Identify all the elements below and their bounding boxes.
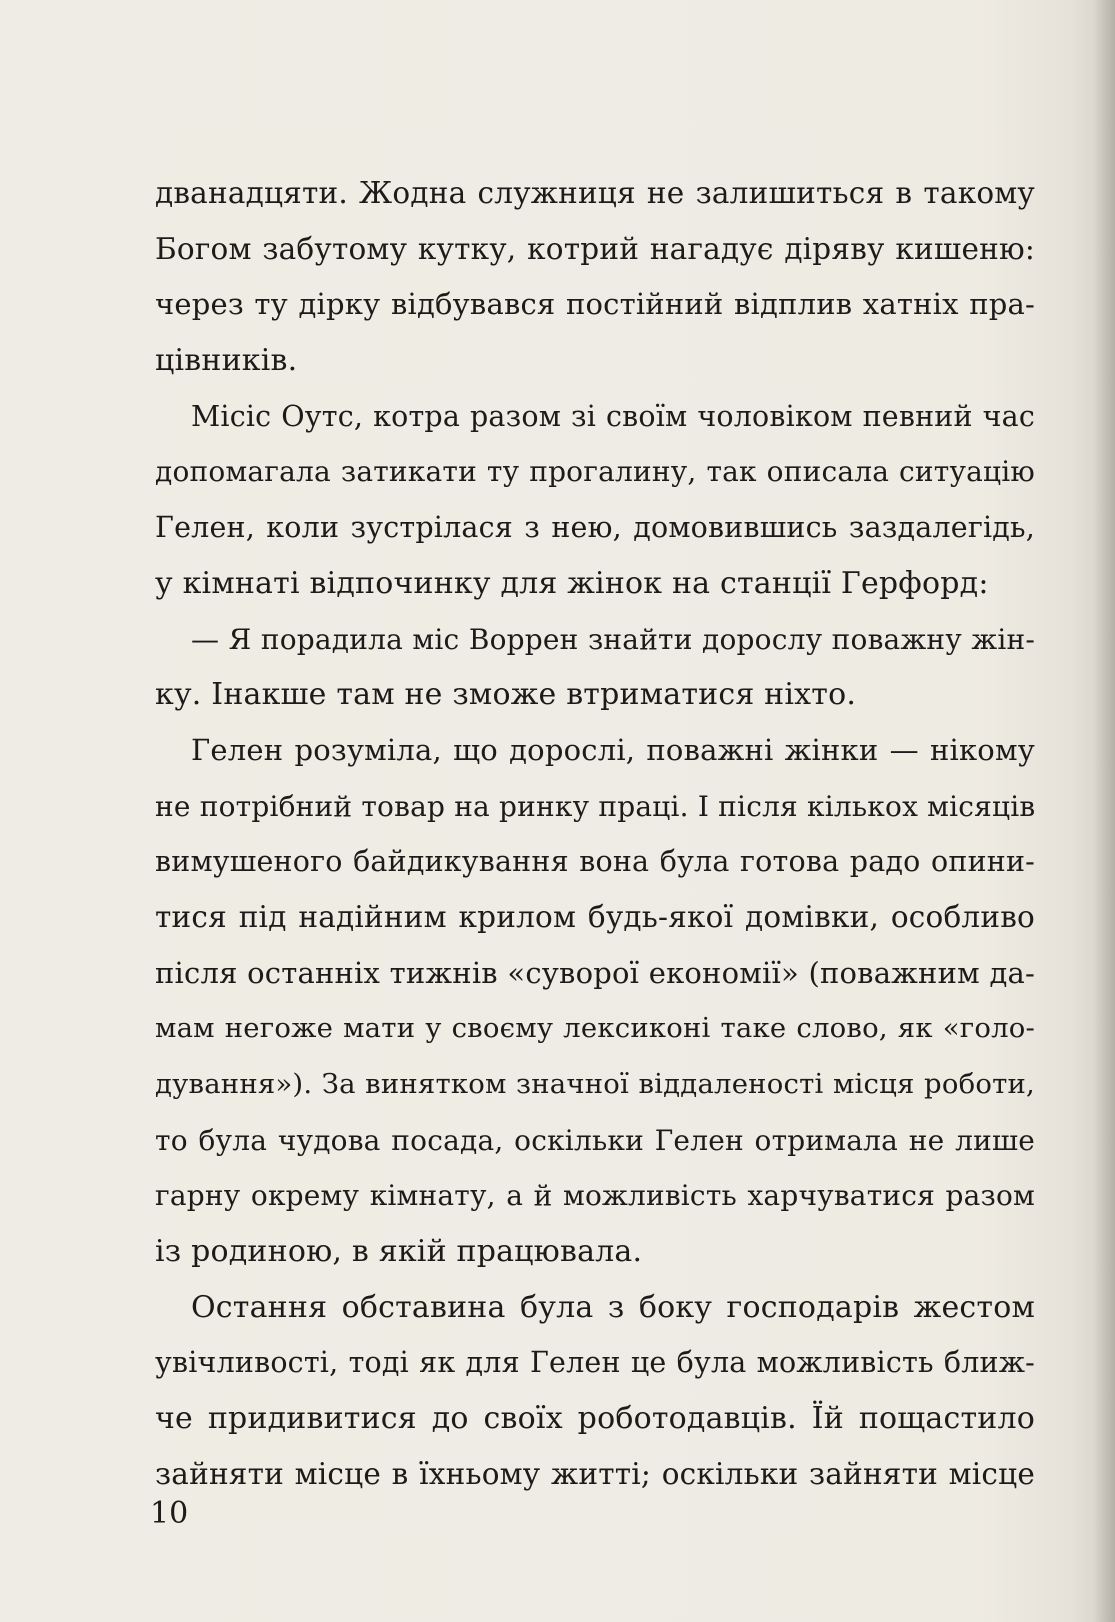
text-line: із родиною, в якій працювала.	[155, 1234, 643, 1270]
text-line: Богом забутому кутку, котрий нагадує діряву кишеню:	[155, 231, 1035, 266]
text-line: дванадцяти. Жодна служниця не залишиться в такому	[155, 176, 1035, 210]
text-line: то була чудова посада, оскільки Гелен отримала не лише	[155, 1123, 1035, 1157]
text-line: дування»). За винятком значної віддаленості місця роботи,	[155, 1068, 1035, 1100]
text-line: після останніх тижнів «суворої економії» (поважним да-	[155, 955, 1035, 990]
page-number: 10	[150, 1496, 189, 1531]
text-line: ку. Інакше там не зможе втриматися ніхто.	[155, 677, 857, 713]
text-line: увічливості, тоді як для Гелен це була можливість ближ-	[155, 1346, 1035, 1380]
text-line: вимушеного байдикування вона була готова радо опини-	[155, 845, 1035, 879]
text-line: Гелен розуміла, що дорослі, поважні жінки — нікому	[191, 732, 1035, 767]
text-line: допомагала затикати ту прогалину, так описала ситуацію	[155, 455, 1035, 489]
page-edge-shadow	[1093, 0, 1115, 1622]
text-line: Гелен, коли зустрілася з нею, домовившись заздалегідь,	[155, 511, 1035, 545]
text-line: через ту дірку відбувався постійний відплив хатніх пра-	[155, 287, 1035, 322]
text-line: Місіс Оутс, котра разом зі своїм чоловіком певний час	[191, 399, 1035, 433]
text-line: мам негоже мати у своєму лексиконі таке слово, як «голо-	[155, 1012, 1035, 1045]
text-line: зайняти місце в їхньому житті; оскільки зайняти місце	[155, 1456, 1035, 1491]
text-line: у кімнаті відпочинку для жінок на станції Герфорд:	[155, 565, 989, 601]
text-line: тися під надійним крилом будь-якої домівки, особливо	[155, 899, 1035, 934]
text-line: не потрібний товар на ринку праці. І після кількох місяців	[155, 789, 1036, 823]
text-line: че придивитися до своїх роботодавців. Їй пощастило	[155, 1401, 1035, 1437]
text-line: гарну окрему кімнату, а й можливість харчуватися разом	[155, 1179, 1035, 1213]
text-line: Остання обставина була з боку господарів жестом	[191, 1289, 1035, 1325]
body-text	[155, 166, 1035, 1503]
text-line: цівників.	[155, 343, 298, 379]
text-line: — Я порадила міс Воррен знайти дорослу поважну жін-	[191, 622, 1035, 656]
